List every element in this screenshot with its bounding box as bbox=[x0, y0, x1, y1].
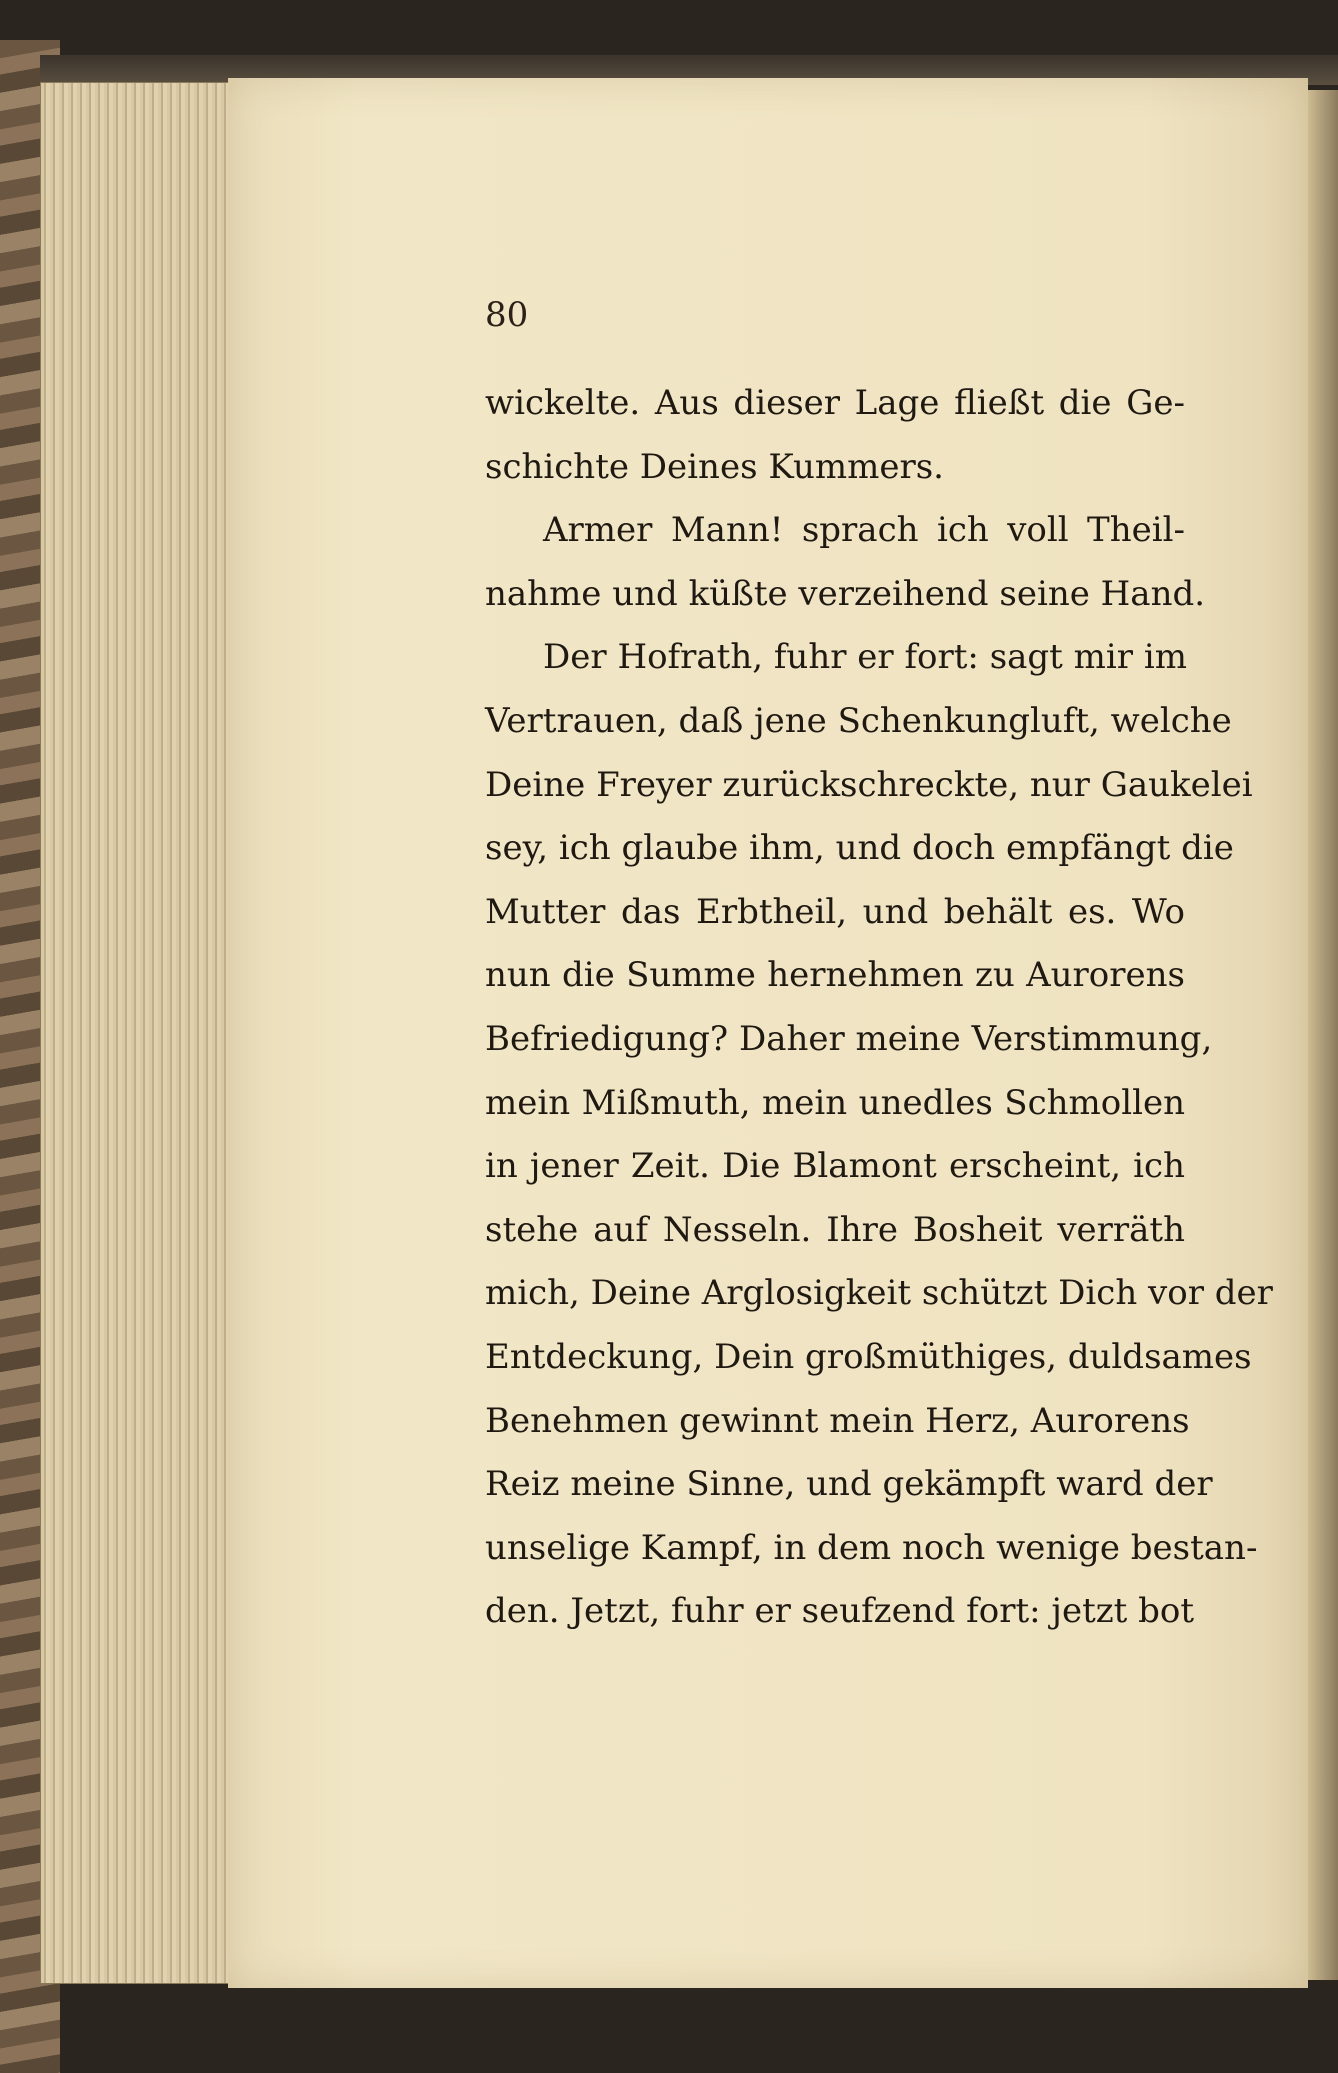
page-number: 80 bbox=[485, 295, 529, 335]
text-line: den. Jetzt, fuhr er seufzend fort: jetzt bot bbox=[485, 1591, 1195, 1632]
text-line: Deine Freyer zurückschreckte, nur Gaukelei bbox=[485, 764, 1253, 805]
text-line: nahme und küßte verzeihend seine Hand. bbox=[485, 573, 1206, 614]
text-line: stehe auf Nesseln. Ihre Bosheit verräth bbox=[485, 1209, 1185, 1250]
text-line: Entdeckung, Dein großmüthiges, duldsames bbox=[485, 1336, 1252, 1377]
text-line: Reiz meine Sinne, und gekämpft ward der bbox=[485, 1464, 1213, 1505]
facing-page-edge bbox=[1308, 90, 1338, 1980]
text-line: Mutter das Erbtheil, und behält es. Wo bbox=[485, 891, 1185, 932]
text-line: mein Mißmuth, mein unedles Schmollen bbox=[485, 1082, 1185, 1123]
text-line: Befriedigung? Daher meine Verstimmung, bbox=[485, 1018, 1213, 1059]
text-line: Der Hofrath, fuhr er fort: sagt mir im bbox=[543, 637, 1187, 678]
text-line: Vertrauen, daß jene Schenkungluft, welche bbox=[485, 700, 1232, 741]
text-line: Armer Mann! sprach ich voll Theil- bbox=[543, 510, 1185, 551]
page-stack bbox=[40, 82, 232, 1984]
text-line: unselige Kampf, in dem noch wenige bestan- bbox=[485, 1527, 1258, 1568]
body-text bbox=[485, 372, 1273, 1644]
text-line: sey, ich glaube ihm, und doch empfängt die bbox=[485, 828, 1234, 869]
text-line: nun die Summe hernehmen zu Aurorens bbox=[485, 955, 1185, 996]
text-line: wickelte. Aus dieser Lage fließt die Ge- bbox=[485, 383, 1185, 423]
text-line: Benehmen gewinnt mein Herz, Aurorens bbox=[485, 1400, 1190, 1441]
text-line: mich, Deine Arglosigkeit schützt Dich vor der bbox=[485, 1273, 1273, 1314]
text-line: schichte Deines Kummers. bbox=[485, 446, 944, 487]
text-line: in jener Zeit. Die Blamont erscheint, ich bbox=[485, 1146, 1185, 1187]
